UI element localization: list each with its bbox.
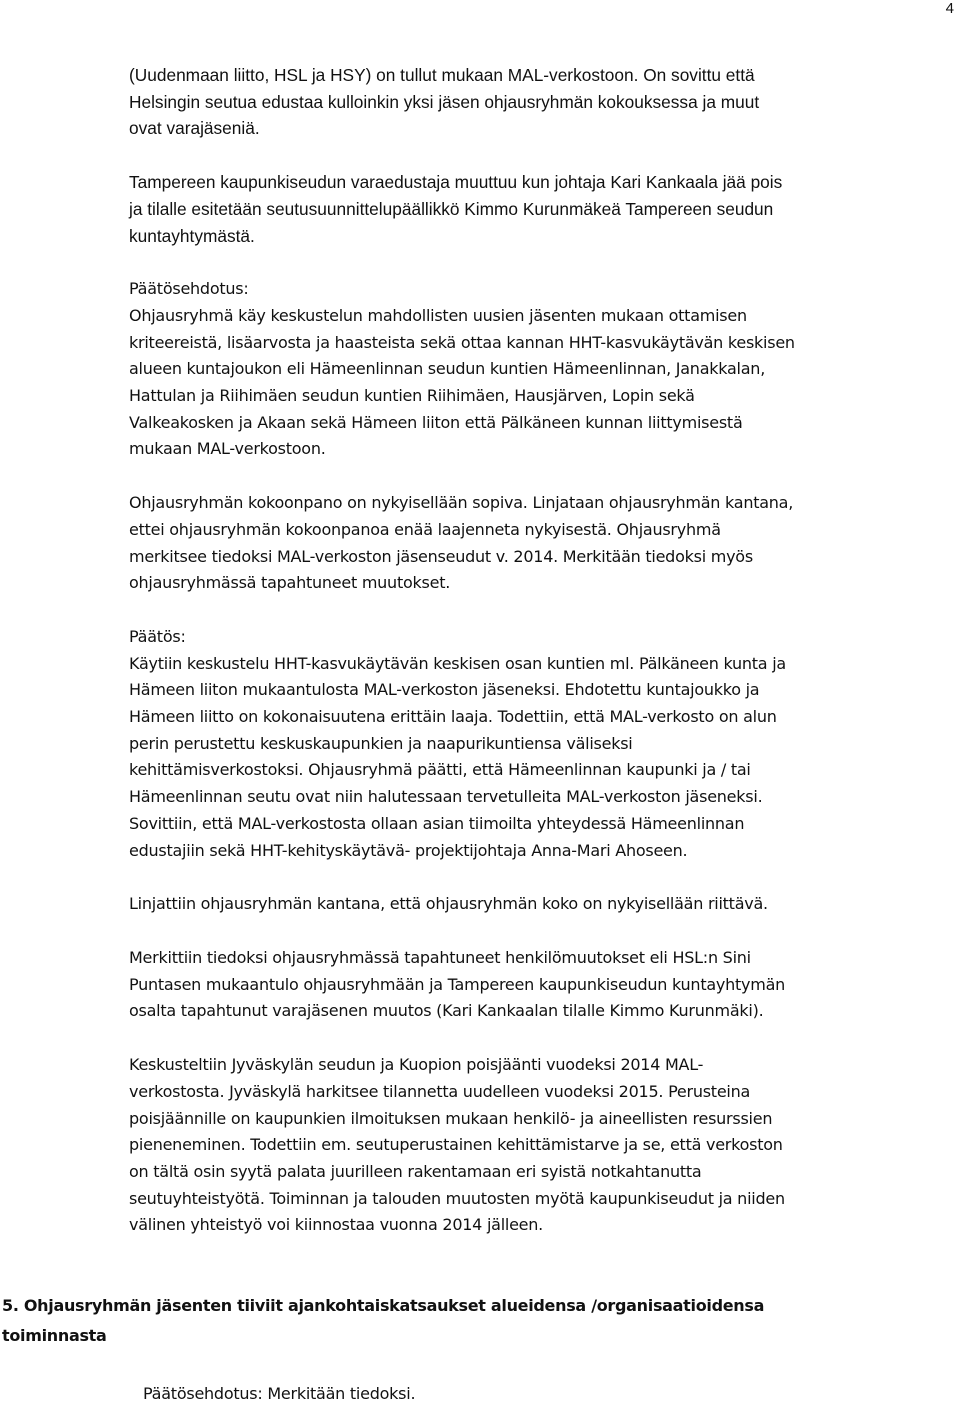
paragraph-jyvaskyla-kuopio: Keskusteltiin Jyväskylän seudun ja Kuopion poisjäänti vuodeksi 2014 MAL- verkostosta. Jyväskylä harkitsee tilannetta uudelleen vuodeksi 2015. Perusteina poisjäännille on kaupunkien ilmoituksen mukaan henkilö- ja aineellisten resurssien pieneneminen. Todettiin em. seutuperustainen kehittämistarve ja se, että verkoston on tältä osin syytä palata juurilleen rakentamaan eri syistä notkahtanutta seutuyhteistyötä. Toiminnan ja talouden muutosten myötä kaupunkiseudut ja niiden välinen yhteistyö voi kiinnostaa vuonna 2014 jälleen. xyxy=(129,1055,785,1235)
page-number: 4 xyxy=(945,0,954,17)
paragraph-group-composition: Ohjausryhmän kokoonpano on nykyisellään sopiva. Linjataan ohjausryhmän kantana, ettei ohjausryhmän kokoonpanoa enää laajenneta nykyisestä. Ohjausryhmä merkitsee tiedoksi MAL-verkoston jäsenseudut v. 2014. Merkitään tiedoksi myös ohjausryhmässä tapahtuneet muutokset. xyxy=(129,493,794,593)
paragraph-member-changes: Merkittiin tiedoksi ohjausryhmässä tapahtuneet henkilömuutokset eli HSL:n Sini Puntasen mukaantulo ohjausryhmään ja Tampereen kaupunkiseudun kuntayhtymän osalta tapahtunut varajäsenen muutos (Kari Kankaalan tilalle Kimmo Kurunmäki). xyxy=(129,947,786,1021)
document-body xyxy=(129,62,899,1239)
paragraph-decision: Päätös: Käytiin keskustelu HHT-kasvukäytävän keskisen osan kuntien ml. Pälkäneen kunta ja Hämeen liiton mukaantulosta MAL-verkoston jäseneksi. Ehdotettu kuntajoukko ja Hämeen liitto on kokonaisuutena erittäin laaja. Todettiin, että MAL-verkosto on alun perin perustettu keskuskaupunkien ja naapurikuntiensa väliseksi kehittämisverkostoksi. Ohjausryhmä päätti, että Hämeenlinnan kaupunki ja / tai Hämeenlinnan seutu ovat niin halutessaan tervetulleita MAL-verkoston jäseneksi. Sovittiin, että MAL-verkostosta ollaan asian tiimoilta yhteydessä Hämeenlinnan edustajiin sekä HHT-kehityskäytävä- projektijohtaja Anna-Mari Ahoseen. xyxy=(129,626,786,860)
section-5-proposal: Päätösehdotus: Merkitään tiedoksi. xyxy=(143,1384,416,1403)
paragraph-decision-proposal: Päätösehdotus: Ohjausryhmä käy keskustelun mahdollisten uusien jäsenten mukaan ottamisen kriteereistä, lisäarvosta ja haasteista sekä ottaa kannan HHT-kasvukäytävän keskisen alueen kuntajoukon eli Hämeenlinnan seudun kuntien Hämeenlinnan, Janakkalan, Hattulan ja Riihimäen seudun kuntien Riihimäen, Hausjärven, Lopin sekä Valkeakosken ja Akaan sekä Hämeen liiton että Pälkäneen kunnan liittymisestä mukaan MAL-verkostoon. xyxy=(129,279,795,459)
section-5-heading: 5. Ohjausryhmän jäsenten tiiviit ajankohtaiskatsaukset alueidensa /organisaatioidensa toiminnasta xyxy=(2,1296,765,1345)
paragraph-tampere-deputy: Tampereen kaupunkiseudun varaedustaja muuttuu kun johtaja Kari Kankaala jää pois ja tilalle esitetään seutusuunnittelupäällikkö Kimmo Kurunmäkeä Tampereen seudun kuntayhtymästä. xyxy=(129,172,783,246)
paragraph-group-size: Linjattiin ohjausryhmän kantana, että ohjausryhmän koko on nykyisellään riittävä. xyxy=(129,894,768,914)
paragraph-helsinki-region: (Uudenmaan liitto, HSL ja HSY) on tullut mukaan MAL-verkostoon. On sovittu että Helsingin seutua edustaa kulloinkin yksi jäsen ohjausryhmän kokouksessa ja muut ovat varajäseniä. xyxy=(129,65,760,139)
